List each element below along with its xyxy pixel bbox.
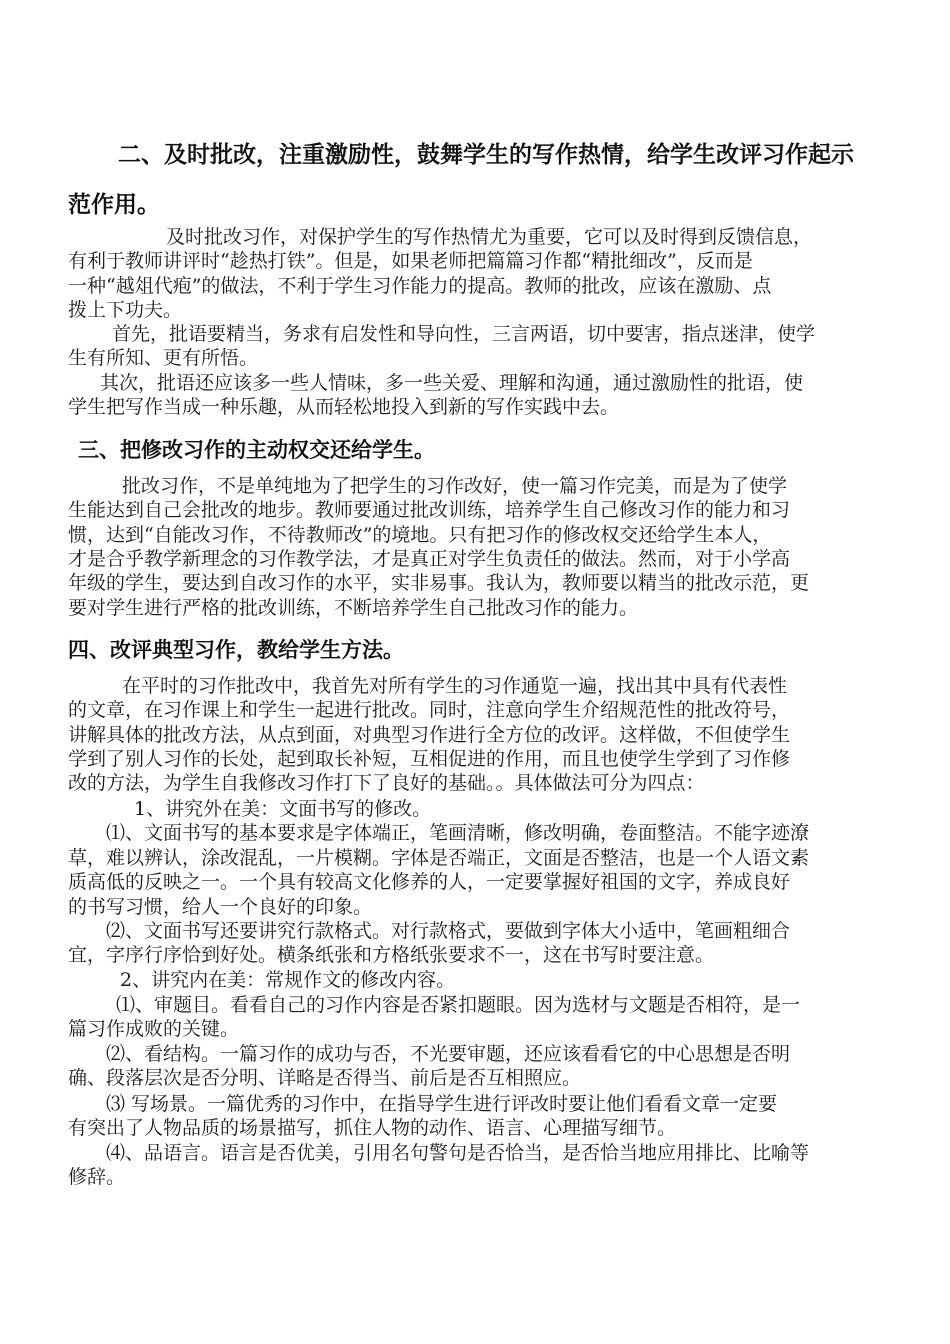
text-line: 确、段落层次是否分明、详略是否得当、前后是否互相照应。	[68, 1067, 582, 1089]
text-line: 年级的学生，要达到自改习作的水平，实非易事。我认为，教师要以精当的批改示范，更	[68, 572, 810, 594]
text-line: 生有所知、更有所悟。	[68, 347, 259, 369]
text-line: ⑴、文面书写的基本要求是字体端正，笔画清晰，修改明确，卷面整洁。不能字迹潦	[106, 822, 810, 844]
text-line: 草，难以辨认，涂改混乱，一片模糊。字体是否端正，文面是否整洁，也是一个人语文素	[68, 847, 810, 869]
text-line: 改的方法，为学生自我修改习作打下了良好的基础。。具体做法可分为四点：	[68, 772, 705, 794]
text-line: 宜，字序行序恰到好处。横条纸张和方格纸张要求不一，这在书写时要注意。	[68, 944, 715, 966]
section-heading-3: 三、把修改习作的主动权交还给学生。	[78, 438, 435, 462]
section-heading-4: 四、改评典型习作，教给学生方法。	[68, 638, 404, 662]
text-line: 篇习作成败的关键。	[68, 1018, 240, 1040]
text-line: 惯，达到“自能改习作，不待教师改”的境地。只有把习作的修改权交还给学生本人，	[68, 524, 772, 546]
text-line: ⑵、文面书写还要讲究行款格式。对行款格式，要做到字体大小适中，笔画粗细合	[106, 920, 791, 942]
text-line: 一种“越俎代疱”的做法，不利于学生习作能力的提高。教师的批改，应该在激励、点	[68, 275, 772, 297]
text-line: 讲解具体的批改方法，从点到面，对典型习作进行全方位的改评。这样做，不但使学生	[68, 724, 791, 746]
text-line: 学生把写作当成一种乐趣，从而轻松地投入到新的写作实践中去。	[68, 396, 620, 418]
text-line: 的文章，在习作课上和学生一起进行批改。同时，注意向学生介绍规范性的批改符号，	[68, 699, 791, 721]
text-line: 的书写习惯，给人一个良好的印象。	[68, 896, 373, 918]
text-line: 批改习作，不是单纯地为了把学生的习作改好，使一篇习作完美，而是为了使学	[122, 475, 788, 497]
text-line: 拨上下功夫。	[68, 299, 183, 321]
text-line: 首先，批语要精当，务求有启发性和导向性，三言两语，切中要害，指点迷津，使学	[112, 323, 816, 345]
text-line: ⑴、审题目。看看自己的习作内容是否紧扣题眼。因为选材与文题是否相符，是一	[116, 994, 801, 1016]
text-line: 质高低的反映之一。一个具有较高文化修养的人，一定要掌握好祖国的文字，养成良好	[68, 871, 791, 893]
text-line: 及时批改习作，对保护学生的写作热情尤为重要，它可以及时得到反馈信息，	[166, 226, 813, 248]
text-line: 修辞。	[68, 1166, 126, 1188]
text-line: ⑷、品语言。语言是否优美，引用名句警句是否恰当，是否恰当地应用排比、比喻等	[106, 1142, 810, 1164]
text-line: 有利于教师讲评时“趁热打铁”。但是，如果老师把篇篇习作都“精批细改”，反而是	[68, 250, 753, 272]
point-1-title: 1、讲究外在美：文面书写的修改。	[134, 798, 432, 820]
text-line: 生能达到自己会批改的地步。教师要通过批改训练，培养学生自己修改习作的能力和习	[68, 499, 791, 521]
text-line: 在平时的习作批改中，我首先对所有学生的习作通览一遍，找出其中具有代表性	[122, 675, 788, 697]
text-line: 学到了别人习作的长处，起到取长补短，互相促进的作用，而且也使学生学到了习作修	[68, 748, 791, 770]
section-heading-2-line1: 二、及时批改，注重激励性，鼓舞学生的写作热情，给学生改评习作起示	[118, 142, 854, 168]
text-line: 要对学生进行严格的批改训练，不断培养学生自己批改习作的能力。	[68, 597, 639, 619]
text-line: 才是合乎教学新理念的习作教学法，才是真正对学生负责任的做法。然而，对于小学高	[68, 548, 791, 570]
text-line: ⑶ 写场景。一篇优秀的习作中，在指导学生进行评改时要让他们看看文章一定要	[106, 1093, 778, 1115]
text-line: 其次，批语还应该多一些人情味，多一些关爱、理解和沟通，通过激励性的批语，使	[100, 372, 804, 394]
point-2-title: 2、讲究内在美：常规作文的修改内容。	[120, 969, 456, 991]
section-heading-2-line2: 范作用。	[68, 192, 160, 218]
text-line: 有突出了人物品质的场景描写，抓住人物的动作、语言、心理描写细节。	[68, 1117, 677, 1139]
text-line: ⑵、看结构。一篇习作的成功与否，不光要审题，还应该看看它的中心思想是否明	[106, 1043, 791, 1065]
